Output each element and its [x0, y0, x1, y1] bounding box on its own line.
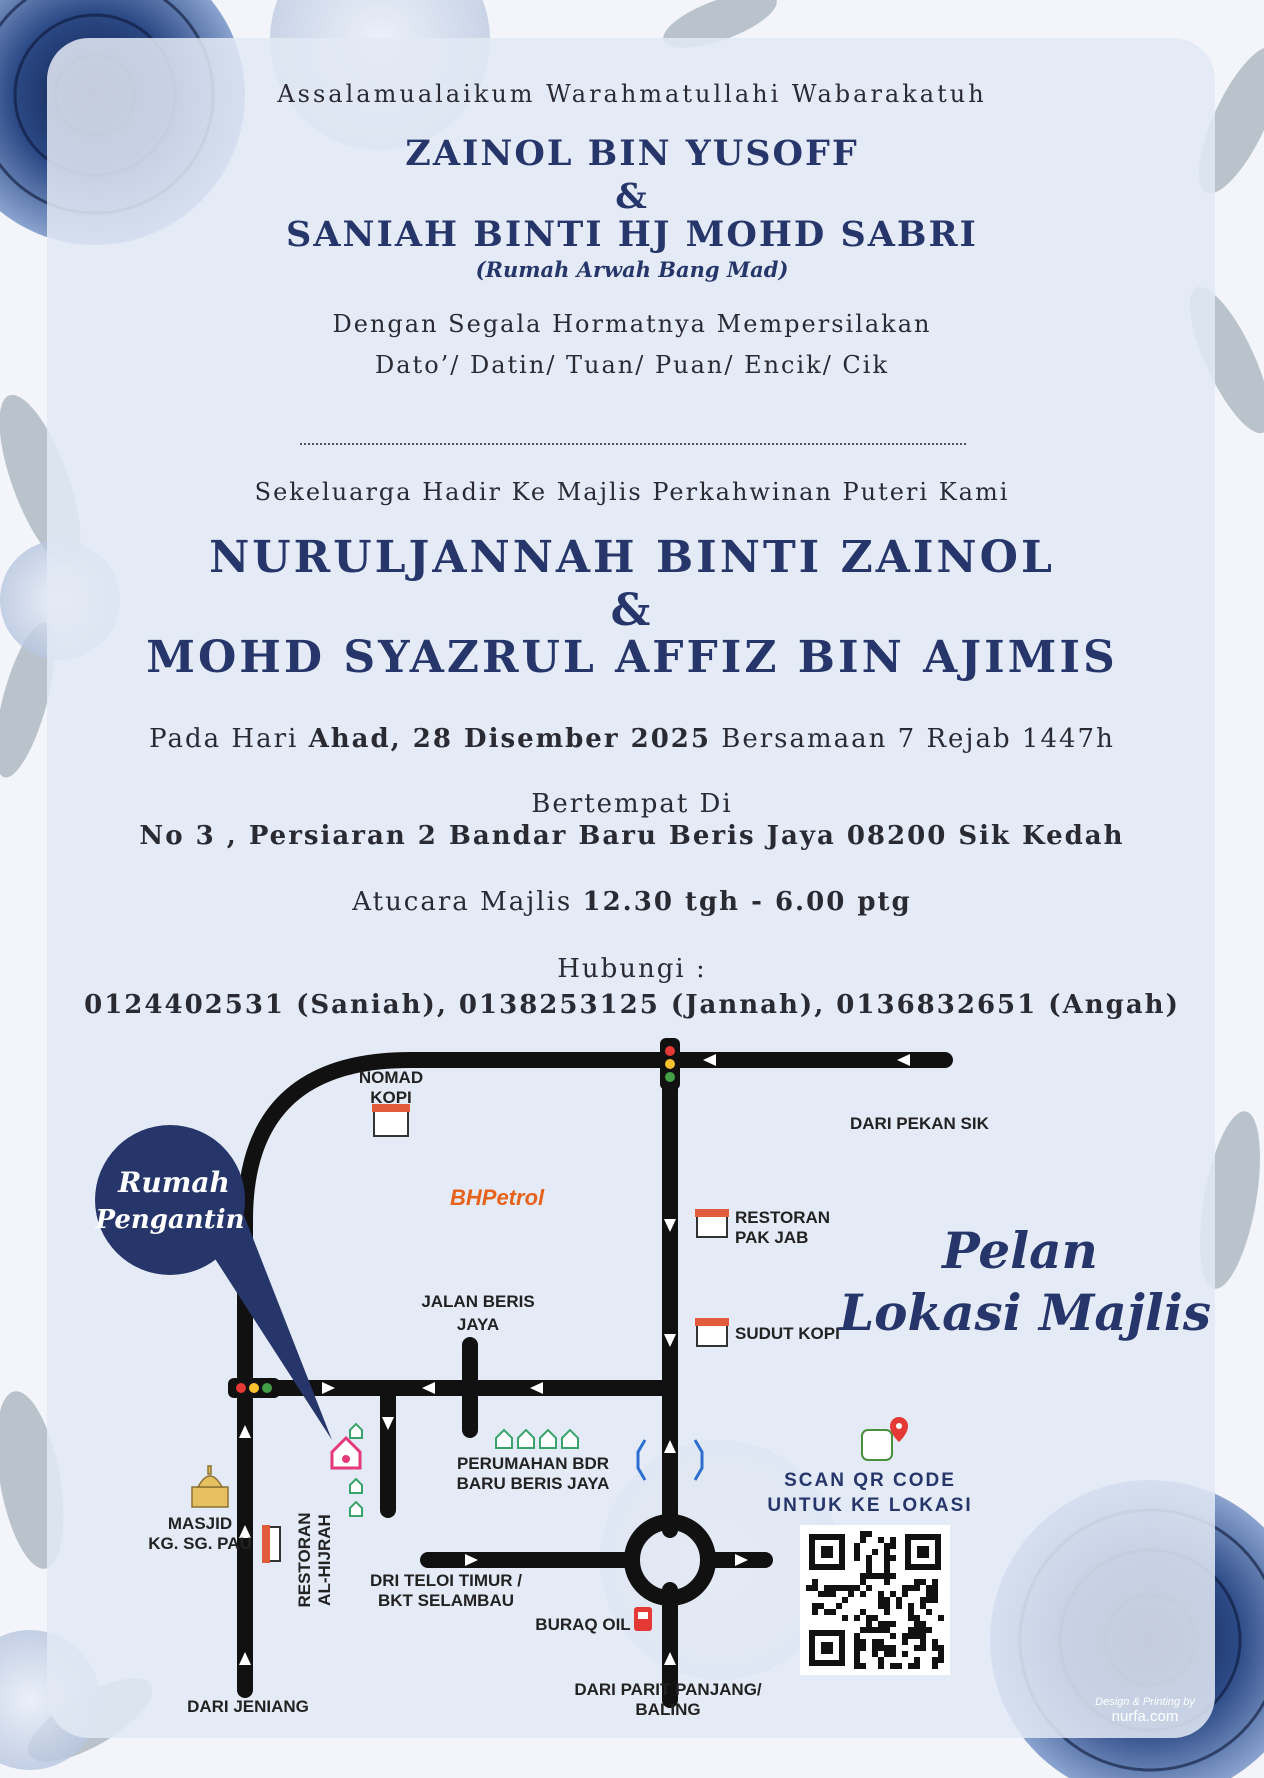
qr-module — [938, 1651, 944, 1657]
qr-module — [914, 1633, 920, 1639]
label-dari-parit-2: BALING — [635, 1700, 701, 1719]
qr-module — [860, 1573, 866, 1579]
qr-module — [890, 1543, 896, 1549]
qr-module — [890, 1573, 896, 1579]
qr-module — [914, 1579, 920, 1585]
label-teloi-1: DRI TELOI TIMUR / — [369, 1571, 523, 1590]
bhp-logo: BHPetrol — [450, 1185, 545, 1210]
qr-module — [878, 1591, 884, 1597]
host-ampersand: & — [615, 176, 649, 217]
venue-label: Bertempat Di — [531, 789, 733, 819]
qr-module — [908, 1633, 914, 1639]
qr-module — [884, 1651, 890, 1657]
pin-label-line2: Pengantin — [95, 1205, 245, 1235]
qr-module — [866, 1585, 872, 1591]
qr-module — [878, 1621, 884, 1627]
map-pin-icon — [862, 1417, 908, 1460]
schedule-label: Atucara Majlis — [352, 887, 573, 917]
qr-module — [896, 1663, 902, 1669]
host-mother: SANIAH BINTI HJ MOHD SABRI — [286, 214, 978, 255]
qr-module — [920, 1579, 926, 1585]
qr-module — [884, 1597, 890, 1603]
qr-module — [878, 1537, 884, 1543]
qr-module — [890, 1591, 896, 1597]
qr-module — [866, 1621, 872, 1627]
schedule-time: 12.30 tgh - 6.00 ptg — [582, 887, 912, 917]
qr-module — [878, 1645, 884, 1651]
qr-module — [878, 1627, 884, 1633]
qr-module — [818, 1591, 824, 1597]
qr-module — [854, 1615, 860, 1621]
qr-module — [866, 1531, 872, 1537]
qr-module — [854, 1585, 860, 1591]
qr-module — [890, 1663, 896, 1669]
qr-module — [854, 1645, 860, 1651]
qr-module — [812, 1585, 818, 1591]
label-pakjab-1: RESTORAN — [735, 1208, 831, 1227]
shop-icon-sudut — [695, 1318, 729, 1346]
qr-module — [914, 1657, 920, 1663]
qr-module — [884, 1645, 890, 1651]
date-prefix: Pada Hari — [149, 724, 299, 754]
qr-module — [920, 1621, 926, 1627]
qr-module — [860, 1537, 866, 1543]
qr-module — [896, 1603, 902, 1609]
label-jalan-2: JAYA — [456, 1315, 500, 1334]
label-alhijrah-1: RESTORAN — [295, 1512, 314, 1608]
qr-module — [902, 1633, 908, 1639]
qr-module — [914, 1585, 920, 1591]
qr-module — [872, 1573, 878, 1579]
qr-module — [866, 1615, 872, 1621]
qr-module — [920, 1633, 926, 1639]
label-dari-pekan-sik: DARI PEKAN SIK — [850, 1114, 989, 1133]
qr-module — [866, 1573, 872, 1579]
qr-module — [848, 1585, 854, 1591]
qr-module — [806, 1585, 812, 1591]
qr-module — [854, 1651, 860, 1657]
qr-module — [884, 1543, 890, 1549]
qr-module — [872, 1645, 878, 1651]
qr-module — [920, 1645, 926, 1651]
qr-module — [854, 1639, 860, 1645]
contact-label: Hubungi : — [557, 954, 707, 984]
qr-module — [890, 1651, 896, 1657]
qr-module — [890, 1555, 896, 1561]
qr-module — [932, 1591, 938, 1597]
qr-module — [854, 1543, 860, 1549]
qr-module — [908, 1603, 914, 1609]
qr-module — [908, 1627, 914, 1633]
qr-module — [830, 1609, 836, 1615]
qr-module — [878, 1573, 884, 1579]
qr-module — [854, 1555, 860, 1561]
groom-name: MOHD SYAZRUL AFFIZ BIN AJIMIS — [146, 632, 1118, 683]
qr-module — [878, 1639, 884, 1645]
label-dari-parit-1: DARI PARIT PANJANG/ — [574, 1680, 762, 1699]
label-teloi-2: BKT SELAMBAU — [378, 1591, 514, 1610]
venue-address: No 3 , Persiaran 2 Bandar Baru Beris Jaya 08200 Sik Kedah — [139, 821, 1125, 851]
qr-module — [908, 1615, 914, 1621]
qr-module — [920, 1639, 926, 1645]
qr-module — [866, 1627, 872, 1633]
contact-numbers: 0124402531 (Saniah), 0138253125 (Jannah), 0136832651 (Angah) — [84, 990, 1180, 1020]
qr-code[interactable] — [800, 1525, 950, 1675]
qr-module — [884, 1561, 890, 1567]
qr-module — [896, 1597, 902, 1603]
qr-module — [932, 1645, 938, 1651]
qr-module — [860, 1645, 866, 1651]
shop-icon-alhijrah — [262, 1525, 280, 1563]
label-jalan-1: JALAN BERIS — [421, 1292, 535, 1311]
qr-module — [884, 1609, 890, 1615]
qr-module — [884, 1567, 890, 1573]
qr-module — [872, 1651, 878, 1657]
credit-line1: Design & Printing by — [1095, 1696, 1195, 1708]
qr-module — [908, 1663, 914, 1669]
qr-module — [908, 1609, 914, 1615]
qr-module — [830, 1585, 836, 1591]
credit-line2: nurfa.com — [1111, 1708, 1179, 1725]
shop-icon-nomad — [372, 1104, 410, 1136]
qr-module — [866, 1555, 872, 1561]
label-buraq: BURAQ OIL — [535, 1615, 631, 1634]
qr-module — [848, 1591, 854, 1597]
label-nomad-1: NOMAD — [358, 1068, 424, 1087]
qr-module — [884, 1579, 890, 1585]
qr-module — [884, 1621, 890, 1627]
qr-module — [872, 1615, 878, 1621]
qr-module — [938, 1657, 944, 1663]
qr-module — [872, 1549, 878, 1555]
scan-line2: UNTUK KE LOKASI — [767, 1495, 973, 1516]
qr-module — [926, 1597, 932, 1603]
wedding-house-icon — [332, 1438, 360, 1468]
qr-module — [926, 1585, 932, 1591]
pin-label-line1: Rumah — [118, 1166, 230, 1199]
qr-module — [860, 1591, 866, 1597]
qr-module — [854, 1663, 860, 1669]
qr-module — [920, 1597, 926, 1603]
qr-module — [920, 1603, 926, 1609]
date-day: Ahad, 28 Disember 2025 — [308, 724, 711, 754]
traffic-light-north-icon — [660, 1038, 680, 1090]
map-title-line2: Lokasi Majlis — [838, 1283, 1212, 1342]
qr-module — [884, 1555, 890, 1561]
qr-module — [884, 1627, 890, 1633]
qr-module — [932, 1579, 938, 1585]
qr-module — [860, 1609, 866, 1615]
traffic-light-west-icon — [228, 1378, 280, 1398]
map-title-line1: Pelan — [942, 1221, 1098, 1280]
label-dari-jeniang: DARI JENIANG — [187, 1697, 309, 1716]
qr-module — [854, 1549, 860, 1555]
qr-module — [902, 1639, 908, 1645]
qr-module — [914, 1621, 920, 1627]
qr-module — [854, 1633, 860, 1639]
label-pakjab-2: PAK JAB — [735, 1228, 809, 1247]
qr-module — [914, 1615, 920, 1621]
qr-module — [932, 1639, 938, 1645]
qr-module — [860, 1663, 866, 1669]
label-perumahan-2: BARU BERIS JAYA — [456, 1474, 610, 1493]
qr-module — [872, 1627, 878, 1633]
qr-module — [938, 1615, 944, 1621]
qr-module — [902, 1651, 908, 1657]
label-alhijrah-2: AL-HIJRAH — [315, 1514, 334, 1606]
fuel-pump-icon — [634, 1607, 652, 1631]
mosque-icon — [192, 1466, 228, 1507]
label-masjid-1: MASJID — [167, 1514, 233, 1533]
credit — [1070, 1696, 1220, 1725]
qr-module — [890, 1633, 896, 1639]
qr-module — [884, 1603, 890, 1609]
shop-icon-pakjab — [695, 1209, 729, 1237]
couple-ampersand: & — [610, 585, 654, 636]
qr-module — [878, 1603, 884, 1609]
label-nomad-2: KOPI — [370, 1088, 412, 1107]
qr-module — [926, 1591, 932, 1597]
qr-module — [932, 1657, 938, 1663]
date-hijri: Bersamaan 7 Rejab 1447h — [721, 724, 1115, 754]
invitation-line-2: Dato’/ Datin/ Tuan/ Puan/ Encik/ Cik — [375, 351, 889, 379]
qr-module — [842, 1597, 848, 1603]
label-masjid-2: KG. SG. PAU — [148, 1534, 252, 1553]
qr-module — [812, 1579, 818, 1585]
qr-module — [884, 1549, 890, 1555]
label-sudut-kopi: SUDUT KOPI — [735, 1324, 840, 1343]
qr-module — [878, 1657, 884, 1663]
qr-module — [866, 1567, 872, 1573]
qr-module — [926, 1627, 932, 1633]
qr-module — [890, 1621, 896, 1627]
qr-module — [878, 1663, 884, 1669]
qr-module — [824, 1585, 830, 1591]
qr-module — [836, 1585, 842, 1591]
qr-module — [860, 1627, 866, 1633]
qr-module — [884, 1573, 890, 1579]
qr-module — [824, 1591, 830, 1597]
qr-module — [860, 1579, 866, 1585]
qr-module — [854, 1657, 860, 1663]
invitation-line-3: Sekeluarga Hadir Ke Majlis Perkahwinan Puteri Kami — [254, 478, 1010, 506]
qr-module — [926, 1609, 932, 1615]
bride-name: NURULJANNAH BINTI ZAINOL — [209, 532, 1055, 583]
qr-module — [914, 1627, 920, 1633]
host-note: (Rumah Arwah Bang Mad) — [475, 257, 789, 282]
qr-module — [842, 1585, 848, 1591]
invitation-line-1: Dengan Segala Hormatnya Mempersilakan — [332, 310, 932, 338]
qr-module — [860, 1531, 866, 1537]
qr-module — [938, 1645, 944, 1651]
qr-module — [836, 1603, 842, 1609]
qr-module — [932, 1663, 938, 1669]
qr-module — [932, 1585, 938, 1591]
greeting: Assalamualaikum Warahmatullahi Wabarakatuh — [277, 80, 987, 108]
qr-module — [932, 1597, 938, 1603]
qr-module — [812, 1609, 818, 1615]
qr-module — [824, 1609, 830, 1615]
qr-module — [914, 1645, 920, 1651]
qr-module — [920, 1627, 926, 1633]
qr-module — [890, 1645, 896, 1651]
qr-module — [830, 1591, 836, 1597]
qr-module — [908, 1585, 914, 1591]
qr-module — [818, 1603, 824, 1609]
label-perumahan-1: PERUMAHAN BDR — [456, 1454, 610, 1473]
qr-module — [902, 1591, 908, 1597]
rumah-pengantin-pin — [95, 1125, 245, 1275]
qr-module — [914, 1663, 920, 1669]
scan-line1: SCAN QR CODE — [784, 1470, 956, 1491]
host-father: ZAINOL BIN YUSOFF — [405, 133, 859, 174]
qr-module — [866, 1561, 872, 1567]
qr-module — [860, 1639, 866, 1645]
qr-module — [872, 1639, 878, 1645]
qr-module — [842, 1615, 848, 1621]
qr-module — [902, 1585, 908, 1591]
qr-module — [890, 1537, 896, 1543]
qr-module — [812, 1603, 818, 1609]
qr-module — [878, 1597, 884, 1603]
